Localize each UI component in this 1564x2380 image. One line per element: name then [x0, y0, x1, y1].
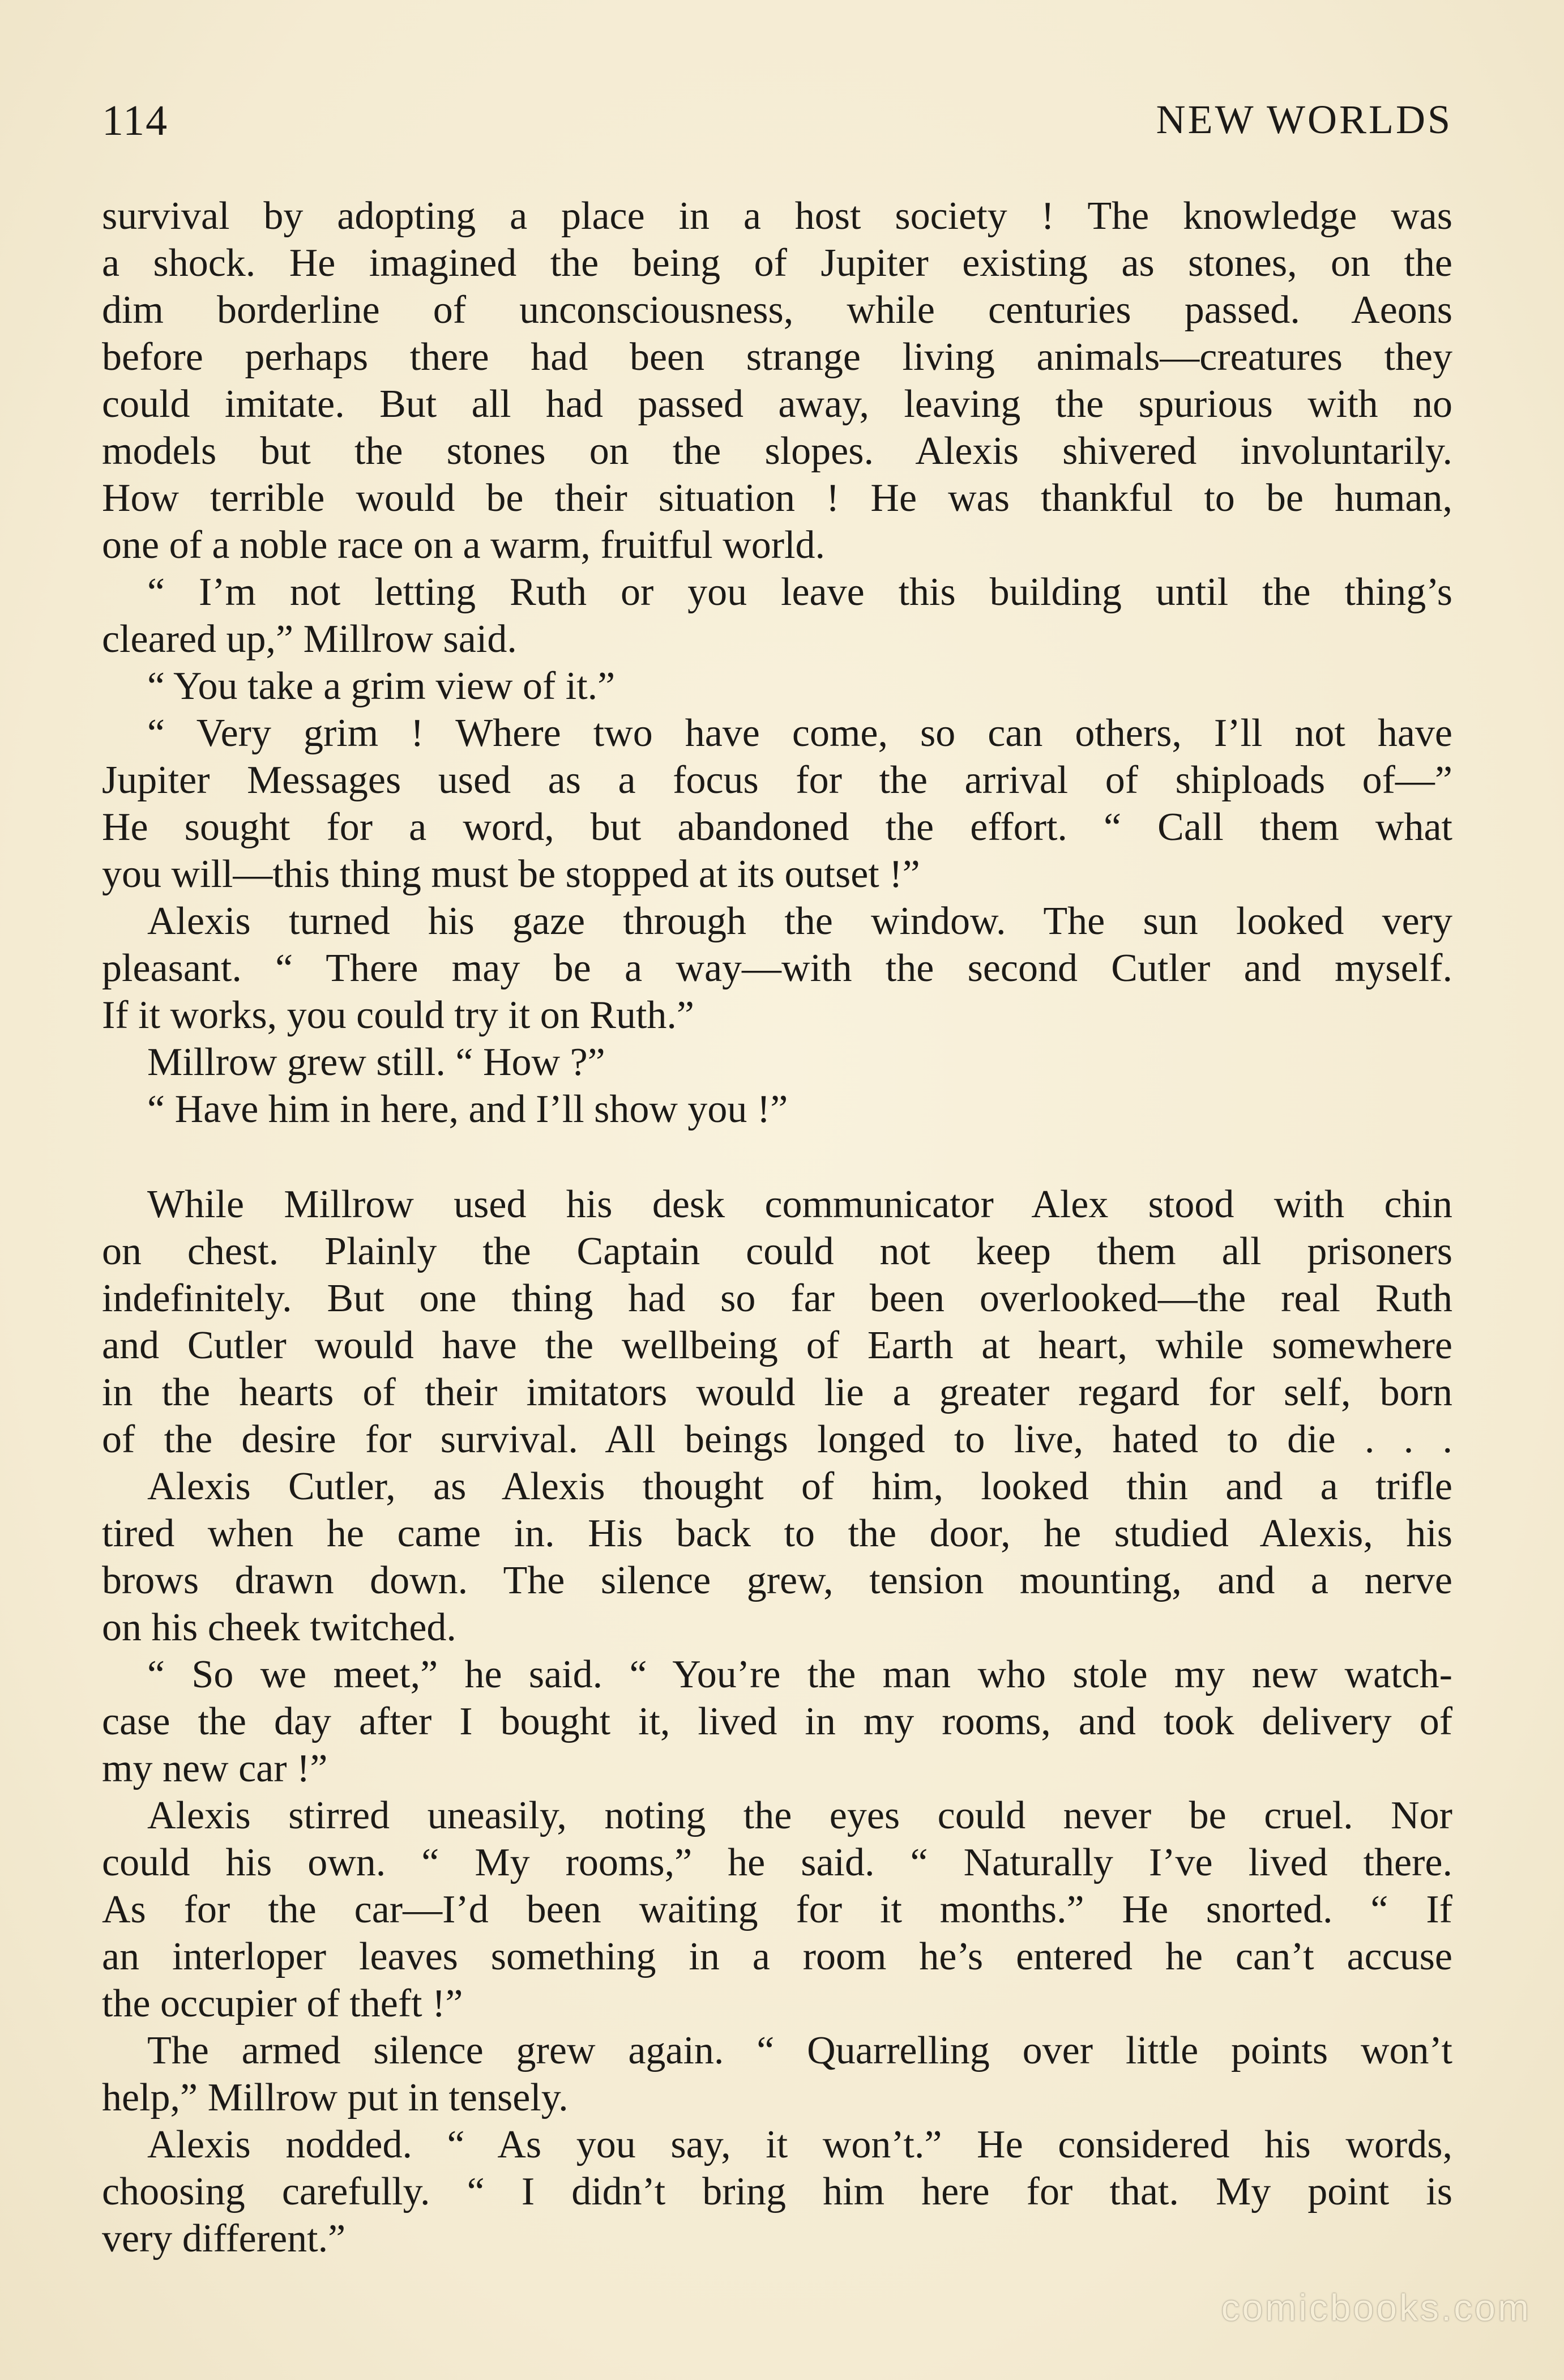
page-header [102, 96, 1452, 159]
text-line: the occupier of theft !” [102, 1982, 463, 2025]
text-line: He sought for a word, but abandoned the effort. “ Call them what [102, 805, 1452, 849]
text-line: Millrow grew still. “ How ?” [147, 1040, 605, 1084]
text-line: brows drawn down. The silence grew, tension mounting, and a nerve [102, 1559, 1452, 1602]
text-line: models but the stones on the slopes. Alexis shivered involuntarily. [102, 429, 1452, 473]
text-line: could imitate. But all had passed away, leaving the spurious with no [102, 382, 1452, 426]
text-line: dim borderline of unconsciousness, while centuries passed. Aeons [102, 288, 1452, 332]
text-line: and Cutler would have the wellbeing of Earth at heart, while somewhere [102, 1324, 1452, 1367]
text-line: “ You take a grim view of it.” [147, 664, 616, 708]
section-break [102, 1133, 1452, 1181]
text-line: “ Very grim ! Where two have come, so can others, I’ll not have [147, 711, 1452, 755]
text-line: While Millrow used his desk communicator Alex stood with chin [147, 1183, 1452, 1226]
text-line: pleasant. “ There may be a way—with the second Cutler and myself. [102, 946, 1452, 990]
text-line: indefinitely. But one thing had so far been overlooked—the real Ruth [102, 1277, 1452, 1320]
page-number: 114 [102, 97, 169, 144]
text-line: Alexis turned his gaze through the window. The sun looked very [147, 899, 1452, 943]
text-line: on chest. Plainly the Captain could not keep them all prisoners [102, 1230, 1452, 1273]
text-line: case the day after I bought it, lived in my rooms, and took delivery of [102, 1700, 1452, 1743]
text-line: help,” Millrow put in tensely. [102, 2076, 569, 2119]
text-line: If it works, you could try it on Ruth.” [102, 993, 695, 1037]
text-line: “ I’m not letting Ruth or you leave this building until the thing’s [147, 570, 1452, 614]
watermark: comicbooks.com [1221, 2287, 1531, 2328]
text-line: tired when he came in. His back to the door, he studied Alexis, his [102, 1512, 1452, 1555]
text-line: could his own. “ My rooms,” he said. “ Naturally I’ve lived there. [102, 1841, 1452, 1884]
text-line: The armed silence grew again. “ Quarrelling over little points won’t [147, 2029, 1452, 2072]
text-line: one of a noble race on a warm, fruitful world. [102, 523, 826, 567]
text-line: before perhaps there had been strange living animals—creatures they [102, 335, 1452, 379]
text-line: cleared up,” Millrow said. [102, 617, 517, 661]
text-line: in the hearts of their imitators would lie a greater regard for self, born [102, 1371, 1452, 1414]
text-line: Alexis stirred uneasily, noting the eyes could never be cruel. Nor [147, 1794, 1452, 1837]
text-line: How terrible would be their situation ! He was thankful to be human, [102, 476, 1452, 520]
text-line: survival by adopting a place in a host society ! The knowledge was [102, 194, 1452, 238]
text-line: an interloper leaves something in a room he’s entered he can’t accuse [102, 1935, 1452, 1978]
text-line: Jupiter Messages used as a focus for the arrival of shiploads of—” [102, 758, 1452, 802]
text-line: a shock. He imagined the being of Jupiter existing as stones, on the [102, 241, 1452, 285]
text-line: very different.” [102, 2217, 346, 2260]
text-line: As for the car—I’d been waiting for it months.” He snorted. “ If [102, 1888, 1452, 1931]
text-line: “ Have him in here, and I’ll show you !” [147, 1087, 788, 1131]
text-line: on his cheek twitched. [102, 1606, 456, 1649]
text-line: you will—this thing must be stopped at its outset !” [102, 852, 920, 896]
running-head: NEW WORLDS [1156, 97, 1452, 142]
body-text [102, 193, 1452, 2262]
text-line: Alexis nodded. “ As you say, it won’t.” He considered his words, [147, 2123, 1452, 2166]
text-line: Alexis Cutler, as Alexis thought of him, looked thin and a trifle [147, 1465, 1452, 1508]
text-line: of the desire for survival. All beings longed to live, hated to die . . . [102, 1418, 1452, 1461]
text-line: my new car !” [102, 1747, 328, 1790]
text-line: choosing carefully. “ I didn’t bring him here for that. My point is [102, 2170, 1452, 2213]
text-line: “ So we meet,” he said. “ You’re the man who stole my new watch- [147, 1653, 1452, 1696]
